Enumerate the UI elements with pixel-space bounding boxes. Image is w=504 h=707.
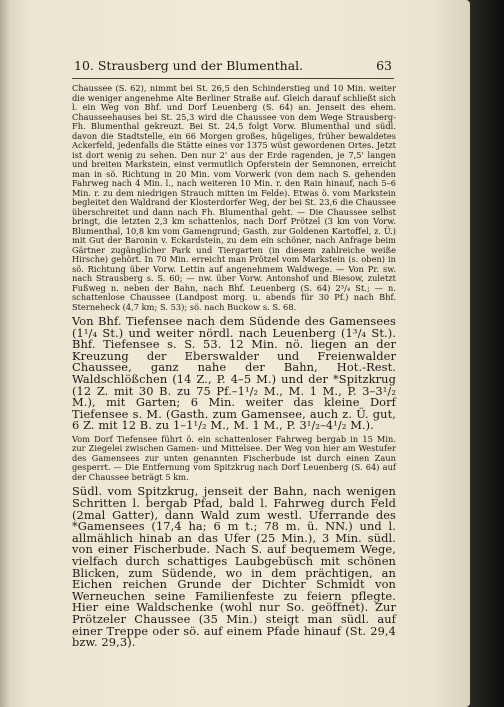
header-rule: [72, 78, 394, 79]
paragraph-chaussee: Chaussee (S. 62), nimmt bei St. 26,5 den Schinderstieg und 10 Min. weiter die weniger angenehme Alte Berliner Straße auf. Gleich darauf schließt sich l. ein Weg von Bhf. und Dorf Leuenberg (S. 64) an. Jenseit des ehem. Chausseehauses bei St. 25,3 wird die Chaussee von dem Wege Strausberg-Fh. Blumenthal gekreuzt. Bei St. 24,5 folgt Vorw. Blumenthal und südl. davon die Stadtstelle, ein 66 Morgen großes, hügeliges, früher bewaldetes Ackerfeld, jedenfalls die Stätte eines vor 1375 wüst gewordenen Ortes. Jetzt ist dort wenig zu sehen. Den nur 2' aus der Erde ragenden, je 7,5' langen und breiten Markstein, einst vermutlich Opferstein der Semnonen, erreicht man in sö. Richtung in 20 Min. vom Vorwerk (von dem nach S. gehenden Fahrweg nach 4 Min. l., nach weiteren 10 Min. r. den Rain hinauf, nach 5–6 Min. r. zu dem niedrigen Strauch mitten im Felde). Etwas ö. vom Markstein begleitet den Waldrand der Klosterdorfer Weg, der bei St. 23,6 die Chaussee überschreitet und dann nach Fh. Blumenthal geht. — Die Chaussee selbst bringt, die letzten 2,3 km schattenlos, nach Dorf Prötzel (3 km von Vorw. Blumenthal, 10,8 km vom Gamengrund; Gasth. zur Goldenen Kartoffel, z. Ü.) mit Gut der Baronin v. Eckardstein, zu dem ein schöner, nach Anfrage beim Gärtner zugänglicher Park und Tiergarten (in diesem zahlreiche weiße Hirsche) gehört. In 70 Min. erreicht man Prötzel vom Markstein (s. oben) in sö. Richtung über Vorw. Lettin auf angenehmem Waldwege. — Von Pr. sw. nach Strausberg s. S. 60; — nw. über Vorw. Antonshof und Biesow, zuletzt Fußweg n. neben der Bahn, nach Bhf. Leuenberg (S. 64) 2³/₄ St.; — n. schattenlose Chaussee (Landpost morg. u. abends für 30 Pf.) nach Bhf. Sterneheck (4,7 km; S. 53); sö. nach Buckow s. S. 68.: [72, 83, 396, 312]
route-section-tiefensee: [72, 316, 396, 432]
page-body: [72, 84, 396, 649]
chapter-title: 10. Strausberg und der Blumenthal.: [74, 58, 304, 73]
page-number: 63: [376, 58, 392, 73]
running-header: [74, 58, 392, 73]
paragraph-gamensee: Südl. vom Spitzkrug, jenseit der Bahn, nach wenigen Schritten l. bergab Pfad, bald l. Fahrweg durch Feld (2mal Gatter), dann Wald zum westl. Uferrande des *Gamensees (17,4 ha; 6 m t.; 78 m. ü. NN.) und l. allmählich hinab an das Ufer (25 Min.), 3 Min. südl. von einer Fischerbude. Nach S. auf bequemem Wege, vielfach durch schattiges Laubgebüsch mit schönen Blicken, zum Südende, wo in dem prächtigen, an Eichen reichen Grunde der Dichter Schmidt von Werneuchen seine Familienfeste zu feiern pflegte. Hier eine Waldschenke (wohl nur So. geöffnet). Zur Prötzeler Chaussee (35 Min.) steigt man südl. auf einer Treppe oder sö. auf einem Pfade hinauf (St. 29,4 bzw. 29,3).: [72, 484, 396, 650]
paragraph-note: Vom Dorf Tiefensee führt ö. ein schattenloser Fahrweg bergab in 15 Min. zur Ziegelei zwischen Gamen- und Mittelsee. Der Weg von hier am Westufer des Gamensees zur unten genannten Fischerbude ist durch einen Zaun gesperrt. — Die Entfernung vom Spitzkrug nach Dorf Leuenberg (S. 64) auf der Chaussee beträgt 5 km.: [72, 433, 396, 482]
paragraph-tiefensee: Von Bhf. Tiefensee nach dem Südende des Gamensees (1¹/₄ St.) und weiter nördl. nach Leuenberg (1³/₄ St.). Bhf. Tiefensee s. S. 53. 12 Min. nö. liegen an der Kreuzung der Eberswalder und Freienwalder Chaussee, ganz nahe der Bahn, Hot.-Rest. Waldschlößchen (14 Z., P. 4–5 M.) und der *Spitzkrug (12 Z. mit 30 B. zu 75 Pf.–1¹/₂ M., M. 1 M., P. 3–3¹/₂ M.), mit Garten; 6 Min. weiter das kleine Dorf Tiefensee s. M. (Gasth. zum Gamensee, auch z. Ü. gut, 6 Z. mit 12 B. zu 1–1¹/₂ M., M. 1 M., P. 3¹/₂–4¹/₂ M.).: [72, 314, 396, 433]
page-edge-shadow: [470, 0, 504, 707]
small-print-section: [72, 84, 396, 312]
route-section-gamensee: [72, 486, 396, 648]
small-print-note: [72, 435, 396, 483]
